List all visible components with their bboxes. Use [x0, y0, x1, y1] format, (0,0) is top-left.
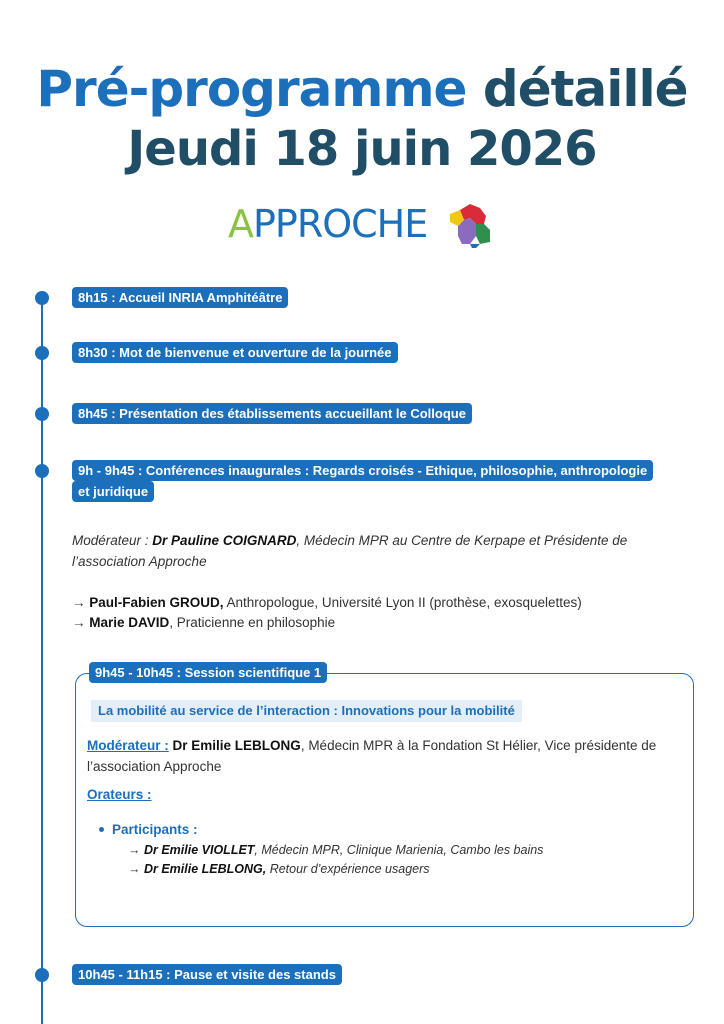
timeline-dot	[35, 407, 49, 421]
participant-item	[128, 841, 543, 859]
participant-name: Dr Emilie VIOLLET	[143, 843, 255, 857]
timeline-line	[41, 296, 43, 1024]
timeline-item-0830: 8h30 : Mot de bienvenue et ouverture de la journée	[72, 342, 398, 363]
participant-name: Dr Emilie LEBLONG,	[143, 862, 267, 876]
approche-logo	[228, 196, 498, 252]
title-accent: Pré-programme	[36, 60, 467, 118]
timeline-item-0845: 8h45 : Présentation des établissements accueillant le Colloque	[72, 403, 472, 424]
moderator-desc: , Médecin MPR au Centre de Kerpape et Présidente de l’association Approche	[72, 533, 628, 569]
session-moderator-desc: , Médecin MPR à la Fondation St Hélier, Vice présidente de l’association Approche	[87, 738, 657, 774]
arrow-icon: →	[128, 843, 144, 857]
session-1-time: 9h45 - 10h45 : Session scientifique 1	[89, 662, 327, 683]
speaker-name: Paul-Fabien GROUD,	[89, 595, 224, 610]
moderator-name: Dr Pauline COIGNARD	[152, 533, 297, 548]
timeline-dot	[35, 346, 49, 360]
timeline-item-0815: 8h15 : Accueil INRIA Amphitéâtre	[72, 287, 288, 308]
timeline-dot	[35, 464, 49, 478]
participant-desc: , Médecin MPR, Clinique Marienia, Cambo les bains	[254, 843, 544, 857]
speaker-item	[72, 593, 582, 613]
arrow-icon: →	[72, 595, 90, 610]
timeline-dot	[35, 968, 49, 982]
session-1-moderator	[87, 735, 692, 777]
timeline-dot	[35, 291, 49, 305]
orateurs-label: Orateurs :	[87, 787, 152, 802]
timeline-item-0900-line2: et juridique	[72, 481, 154, 502]
arrow-icon: →	[72, 615, 90, 630]
speaker-desc: , Praticienne en philosophie	[169, 615, 336, 630]
page-date: Jeudi 18 juin 2026	[127, 121, 597, 177]
bullet-icon	[99, 827, 104, 832]
inaugural-moderator	[72, 530, 672, 572]
speaker-item	[72, 613, 335, 633]
page-title	[0, 58, 724, 120]
session-1-subtitle: La mobilité au service de l’interaction : Innovations pour la mobilité	[91, 700, 522, 722]
speaker-name: Marie DAVID	[89, 615, 170, 630]
session-moderator-name: Dr Emilie LEBLONG	[172, 738, 301, 753]
session-moderator-label: Modérateur :	[87, 738, 169, 753]
title-rest: détaillé	[482, 60, 688, 118]
moderator-label: Modérateur :	[72, 533, 153, 548]
logo-rest: PPROCHE	[253, 202, 428, 246]
participants-label: Participants :	[112, 822, 198, 837]
participant-item	[128, 860, 430, 878]
arrow-icon: →	[128, 862, 144, 876]
logo-wordmark	[228, 200, 427, 248]
logo-first-letter: A	[228, 202, 253, 246]
france-map-icon	[446, 200, 496, 250]
participant-desc: Retour d’expérience usagers	[266, 862, 430, 876]
timeline-item-0900-line1: 9h - 9h45 : Conférences inaugurales : Regards croisés - Ethique, philosophie, anthropologie	[72, 460, 653, 481]
speaker-desc: Anthropologue, Université Lyon II (prothèse, exosquelettes)	[223, 595, 582, 610]
timeline-item-1045: 10h45 - 11h15 : Pause et visite des stands	[72, 964, 342, 985]
